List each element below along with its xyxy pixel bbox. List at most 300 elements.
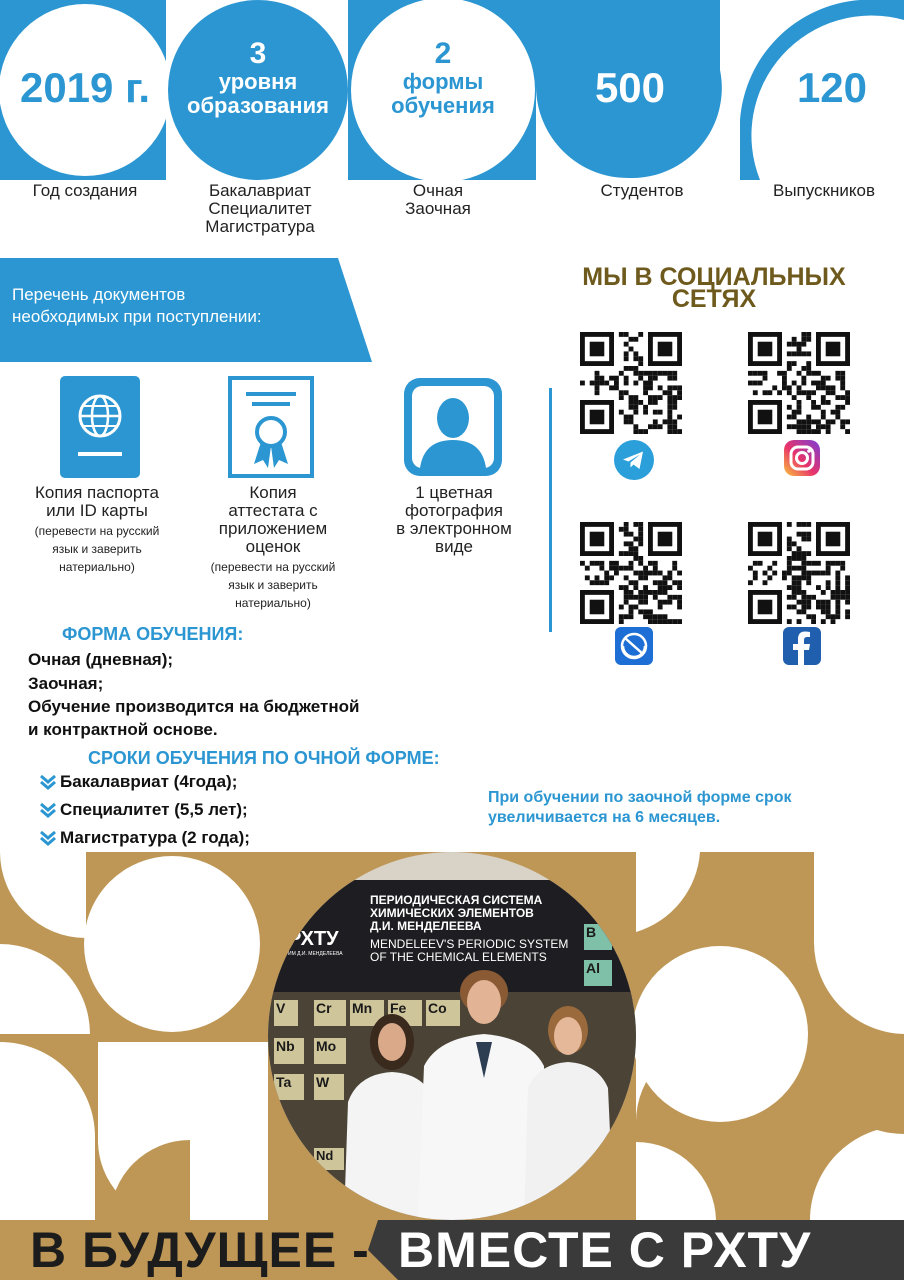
qr-module (806, 614, 811, 619)
qr-module (653, 371, 658, 376)
qr-module (619, 551, 624, 556)
qr-module (614, 571, 619, 576)
qr-module (792, 424, 797, 429)
qr-module (638, 361, 643, 366)
qr-module (816, 381, 821, 386)
qr-module (792, 415, 797, 420)
qr-module (826, 385, 831, 390)
qr-module (604, 571, 609, 576)
qr-module (633, 546, 638, 551)
qr-module (624, 600, 629, 605)
qr-module (801, 522, 806, 527)
qr-module (614, 561, 619, 566)
qr-module (835, 605, 840, 610)
qr-module (845, 400, 850, 405)
qr-module (590, 600, 605, 615)
qr-module (667, 571, 672, 576)
qr-module (821, 410, 826, 415)
qr-module (677, 605, 682, 610)
qr-module (821, 600, 826, 605)
qr-module (677, 595, 682, 600)
documents-banner-text (12, 284, 362, 328)
qr-module (633, 337, 638, 342)
qr-module (811, 595, 816, 600)
stat-year-value: 2019 г. (19, 64, 151, 111)
qr-module (801, 366, 806, 371)
qr-module (787, 385, 792, 390)
qr-module (801, 376, 806, 381)
qr-module (672, 385, 677, 390)
qr-module (787, 415, 792, 420)
qr-module (806, 600, 811, 605)
qr-module (787, 537, 792, 542)
social-title (540, 263, 888, 313)
qr-module (758, 381, 763, 386)
qr-module (672, 580, 677, 585)
qr-module (763, 376, 768, 381)
qr-module (787, 405, 792, 410)
doc-title-line: 1 цветная (415, 483, 493, 502)
qr-module (753, 371, 758, 376)
qr-module (629, 405, 634, 410)
caption-line: Специалитет (208, 199, 312, 218)
qr-module (753, 575, 758, 580)
board-subtitle-line: MENDELEEV'S PERIODIC SYSTEM (370, 937, 569, 951)
qr-module (619, 395, 624, 400)
qr-module (667, 595, 672, 600)
qr-module (629, 419, 634, 424)
qr-module (835, 575, 840, 580)
qr-module (797, 546, 802, 551)
doc-title-line: в электронном (396, 519, 512, 538)
qr-module (772, 385, 777, 390)
qr-module (816, 585, 821, 590)
qr-module (619, 614, 624, 619)
stat-year-caption (0, 182, 170, 200)
element-symbol: Mn (352, 1000, 373, 1016)
qr-module (619, 332, 624, 337)
qr-module (845, 580, 850, 585)
qr-module (835, 590, 840, 595)
qr-module (633, 395, 638, 400)
qr-module (624, 342, 629, 347)
qr-module (811, 614, 816, 619)
qr-module (797, 405, 802, 410)
students-photo (268, 852, 636, 1220)
qr-module (648, 619, 653, 624)
qr-module (845, 614, 850, 619)
qr-module (624, 522, 629, 527)
qr-module (653, 619, 658, 624)
doc-note (182, 558, 364, 612)
qr-module (806, 537, 811, 542)
qr-module (648, 385, 653, 390)
qr-module (797, 532, 802, 537)
qr-module (777, 390, 782, 395)
qr-module (653, 571, 658, 576)
qr-module (816, 571, 821, 576)
social-title-line: МЫ В СОЦИАЛЬНЫХ (582, 263, 846, 291)
qr-module (821, 400, 826, 405)
element-symbol: Nb (276, 1038, 295, 1054)
qr-module (801, 600, 806, 605)
qr-module (787, 424, 792, 429)
qr-module (629, 400, 634, 405)
qr-module (638, 571, 643, 576)
qr-module (629, 337, 634, 342)
qr-module (782, 371, 787, 376)
qr-module (648, 381, 653, 386)
qr-module (638, 590, 643, 595)
qr-module (835, 405, 840, 410)
qr-module (792, 361, 797, 366)
qr-module (787, 546, 792, 551)
qr-module (801, 575, 806, 580)
qr-module (672, 405, 677, 410)
stat-graduates-value: 120 (796, 64, 868, 111)
element-symbol: W (316, 1074, 330, 1090)
qr-module (801, 561, 806, 566)
qr-module (845, 429, 850, 434)
term-item (38, 800, 248, 820)
doc-title-line: приложением (218, 519, 328, 538)
qr-module (663, 580, 668, 585)
qr-module (667, 575, 672, 580)
qr-module (643, 595, 648, 600)
qr-module (845, 609, 850, 614)
qr-module (821, 415, 826, 420)
qr-module (801, 590, 806, 595)
qr-module (753, 571, 758, 576)
qr-module (658, 571, 663, 576)
qr-module (826, 424, 831, 429)
qr-module (792, 590, 797, 595)
qr-module (831, 590, 836, 595)
qr-module (806, 395, 811, 400)
qr-module (658, 580, 663, 585)
qr-module (835, 585, 840, 590)
qr-module (672, 429, 677, 434)
qr-module (599, 376, 604, 381)
qr-module (816, 561, 821, 566)
doc-certificate (182, 484, 364, 612)
qr-module (638, 371, 643, 376)
banner-line: необходимых при поступлении: (12, 307, 262, 326)
qr-module (821, 376, 826, 381)
banner-line: Перечень документов (12, 285, 186, 304)
qr-module (624, 614, 629, 619)
qr-module (845, 419, 850, 424)
qr-module (792, 556, 797, 561)
element-symbol: Co (428, 1000, 447, 1016)
qr-module (845, 390, 850, 395)
qr-module (772, 571, 777, 576)
qr-module (821, 424, 826, 429)
qr-module (840, 561, 845, 566)
qr-module (629, 395, 634, 400)
qr-code-instagram[interactable] (748, 332, 850, 434)
qr-module (638, 332, 643, 337)
qr-module (653, 590, 658, 595)
qr-module (629, 551, 634, 556)
qr-module (614, 385, 619, 390)
qr-module (638, 532, 643, 537)
qr-module (758, 561, 763, 566)
qr-module (590, 580, 595, 585)
qr-module (638, 595, 643, 600)
doc-title-line: оценок (245, 537, 301, 556)
qr-module (801, 566, 806, 571)
telegram-icon[interactable] (614, 440, 654, 480)
qr-module (797, 347, 802, 352)
qr-module (643, 566, 648, 571)
qr-module (658, 605, 663, 610)
board-title-line: Д.И. МЕНДЕЛЕЕВА (370, 919, 482, 933)
qr-module (787, 605, 792, 610)
qr-module (667, 376, 672, 381)
qr-module (840, 405, 845, 410)
qr-module (629, 609, 634, 614)
qr-module (826, 376, 831, 381)
qr-module (643, 429, 648, 434)
qr-module (643, 614, 648, 619)
qr-module (609, 575, 614, 580)
caption-line: Заочная (405, 199, 471, 218)
qr-module (633, 424, 638, 429)
qr-module (663, 585, 668, 590)
qr-module (835, 395, 840, 400)
doc-title-line: или ID карты (46, 501, 148, 520)
instagram-icon[interactable] (782, 438, 822, 478)
stat-graduates-caption (744, 182, 904, 200)
qr-module (643, 585, 648, 590)
qr-module (806, 361, 811, 366)
facebook-icon[interactable] (782, 626, 822, 666)
qr-module (653, 561, 658, 566)
qr-module (653, 395, 658, 400)
doc-note-line: язык и заверить (52, 542, 142, 556)
qr-module (767, 566, 772, 571)
qr-module (658, 342, 673, 357)
qr-module (792, 342, 797, 347)
qr-module (835, 410, 840, 415)
qr-module (653, 410, 658, 415)
qr-module (643, 600, 648, 605)
slogan-right: ВМЕСТЕ С РХТУ (398, 1222, 812, 1278)
qr-module (845, 600, 850, 605)
qr-module (801, 351, 806, 356)
qr-module (801, 605, 806, 610)
qr-module (629, 546, 634, 551)
qr-module (667, 415, 672, 420)
qr-module (801, 390, 806, 395)
qr-module (667, 424, 672, 429)
qr-module (787, 556, 792, 561)
qr-module (801, 381, 806, 386)
qr-module (595, 575, 600, 580)
qr-module (638, 541, 643, 546)
caption-line: Бакалавриат (208, 181, 312, 200)
qr-module (801, 609, 806, 614)
qr-module (792, 580, 797, 585)
qr-module (763, 371, 768, 376)
qr-module (801, 419, 806, 424)
qr-module (753, 381, 758, 386)
qr-module (653, 376, 658, 381)
chevron-down-icon (38, 830, 58, 846)
qr-module (658, 614, 663, 619)
qr-module (748, 580, 753, 585)
qr-module (797, 585, 802, 590)
passport-icon (60, 376, 140, 478)
qr-module (672, 371, 677, 376)
qr-module (599, 566, 604, 571)
qr-module (811, 429, 816, 434)
doc-note-line: натериально) (59, 560, 135, 574)
qr-module (753, 390, 758, 395)
qr-code-telegram[interactable] (580, 332, 682, 434)
qr-module (806, 332, 811, 337)
doc-title-line: фотография (405, 501, 503, 520)
qr-module (672, 619, 677, 624)
qr-module (663, 614, 668, 619)
qr-module (677, 600, 682, 605)
doc-note (6, 522, 188, 576)
qr-module (638, 400, 643, 405)
qr-module (821, 381, 826, 386)
qr-module (801, 551, 806, 556)
qr-module (816, 385, 821, 390)
qr-module (624, 366, 629, 371)
qr-module (624, 356, 629, 361)
qr-module (806, 371, 811, 376)
qr-module (653, 566, 658, 571)
doc-photo (372, 484, 536, 556)
qr-module (638, 575, 643, 580)
qr-module (821, 619, 826, 624)
qr-module (658, 532, 673, 547)
qr-module (653, 595, 658, 600)
qr-module (590, 381, 595, 386)
qr-module (624, 376, 629, 381)
qr-module (811, 371, 816, 376)
qr-module (624, 595, 629, 600)
qr-module (624, 575, 629, 580)
qr-module (831, 390, 836, 395)
qr-module (806, 580, 811, 585)
qr-module (792, 595, 797, 600)
qr-module (624, 381, 629, 386)
qr-module (797, 619, 802, 624)
qr-module (619, 371, 624, 376)
qr-module (797, 590, 802, 595)
qr-module (835, 571, 840, 576)
qr-module (633, 595, 638, 600)
stat-forms-number: 2 (434, 37, 452, 70)
doc-note-line: (перевести на русский (34, 524, 160, 538)
qr-module (792, 541, 797, 546)
term-label: Магистратура (2 года); (60, 828, 250, 847)
qr-module (758, 600, 773, 615)
qr-module (638, 429, 643, 434)
doc-note-line: язык и заверить (228, 578, 318, 592)
qr-module (758, 532, 773, 547)
qr-module (638, 527, 643, 532)
qr-module (629, 605, 634, 610)
qr-module (609, 561, 614, 566)
doc-title-line: виде (435, 537, 473, 556)
qr-module (629, 561, 634, 566)
qr-module (648, 561, 653, 566)
qr-module (835, 376, 840, 381)
qr-module (787, 390, 792, 395)
qr-module (604, 381, 609, 386)
term-item (38, 828, 250, 848)
qr-module (633, 400, 638, 405)
qr-module (840, 419, 845, 424)
qr-module (816, 371, 821, 376)
qr-module (599, 561, 604, 566)
qr-code-facebook[interactable] (748, 522, 850, 624)
qr-module (643, 390, 648, 395)
qr-module (672, 566, 677, 571)
qr-module (801, 537, 806, 542)
terms-heading: СРОКИ ОБУЧЕНИЯ ПО ОЧНОЙ ФОРМЕ: (88, 748, 440, 768)
qr-module (658, 371, 663, 376)
qr-module (826, 342, 841, 357)
qr-module (840, 595, 845, 600)
qr-module (633, 556, 638, 561)
qr-module (595, 381, 600, 386)
qr-module (835, 561, 840, 566)
stat-students-value: 500 (594, 64, 666, 111)
qr-module (653, 614, 658, 619)
qr-module (845, 575, 850, 580)
qr-module (797, 342, 802, 347)
term-label: Бакалавриат (4года); (60, 772, 238, 791)
qr-module (633, 356, 638, 361)
qr-module (667, 619, 672, 624)
qr-module (677, 585, 682, 590)
qr-module (826, 419, 831, 424)
chevron-down-icon (38, 802, 58, 818)
qr-module (772, 561, 777, 566)
qr-module (811, 561, 816, 566)
qr-module (763, 390, 768, 395)
element-symbol: Cr (316, 1000, 332, 1016)
qr-module (797, 424, 802, 429)
qr-module (835, 600, 840, 605)
qr-module (845, 395, 850, 400)
qr-module (629, 347, 634, 352)
qr-module (797, 580, 802, 585)
extramural-note (488, 788, 888, 828)
qr-module (811, 400, 816, 405)
qr-module (748, 381, 753, 386)
qr-module (667, 600, 672, 605)
qr-module (816, 424, 821, 429)
qr-code-website[interactable] (580, 522, 682, 624)
qr-module (821, 385, 826, 390)
qr-module (787, 361, 792, 366)
website-icon[interactable] (614, 626, 654, 666)
caption-line: Год создания (32, 181, 138, 200)
study-form-line: Заочная; (28, 674, 104, 693)
qr-module (811, 419, 816, 424)
qr-module (840, 395, 845, 400)
qr-module (629, 366, 634, 371)
qr-module (831, 614, 836, 619)
